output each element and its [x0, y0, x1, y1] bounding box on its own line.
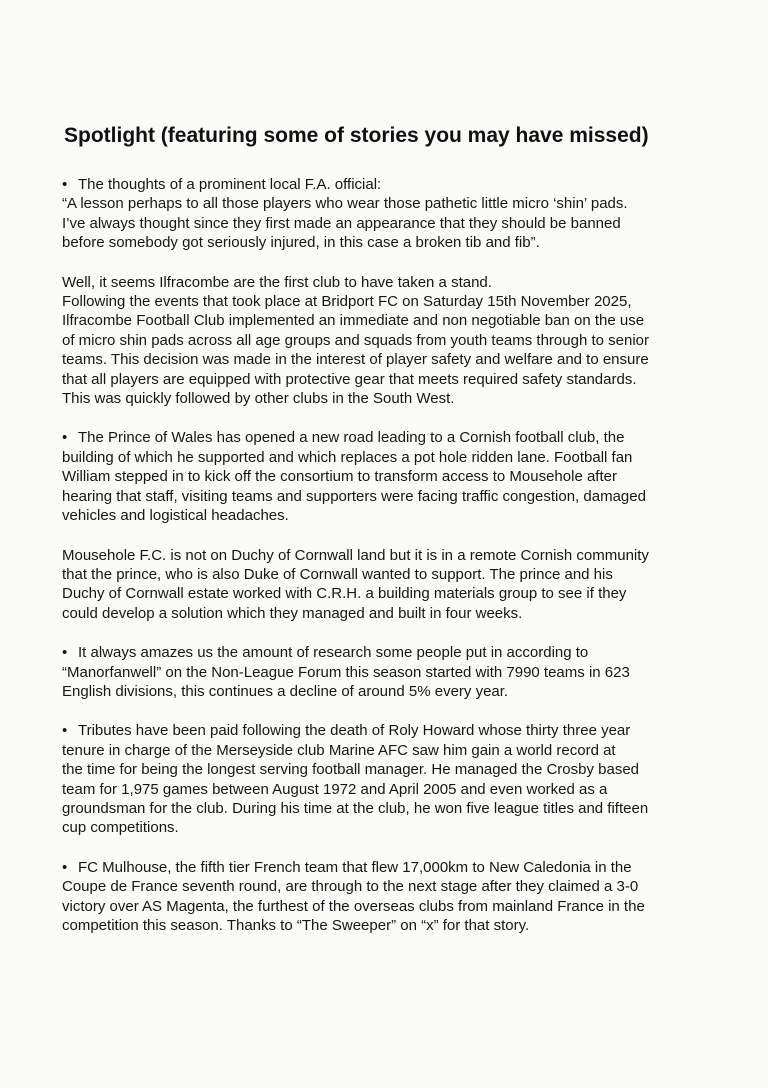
text-line: Ilfracombe Football Club implemented an immediate and non negotiable ban on the use — [62, 312, 645, 330]
story-mousehole — [62, 546, 722, 624]
text-line: • Tributes have been paid following the death of Roly Howard whose thirty three year — [62, 722, 631, 740]
bullet-icon: • — [62, 429, 68, 447]
text-line: Mousehole F.C. is not on Duchy of Cornwall land but it is in a remote Cornish community — [62, 546, 649, 564]
story-fc-mulhouse — [62, 858, 722, 936]
page-title: Spotlight (featuring some of stories you may have missed) — [64, 124, 649, 147]
story-ilfracombe — [62, 273, 722, 409]
text-line: before somebody got seriously injured, in this case a broken tib and fib”. — [62, 234, 540, 252]
bullet-icon: • — [62, 858, 68, 876]
text-line: vehicles and logistical headaches. — [62, 507, 289, 525]
text-line: • It always amazes us the amount of research some people put in according to — [62, 644, 589, 662]
document-page — [62, 122, 722, 955]
story-fa-official — [62, 175, 722, 253]
text-line: • The thoughts of a prominent local F.A. official: — [62, 176, 382, 193]
text-line: victory over AS Magenta, the furthest of the overseas clubs from mainland France in the — [62, 897, 645, 915]
text-line: • The Prince of Wales has opened a new road leading to a Cornish football club, the — [62, 429, 625, 447]
text-line: teams. This decision was made in the interest of player safety and welfare and to ensure — [62, 351, 649, 369]
text-line: This was quickly followed by other clubs in the South West. — [62, 390, 455, 408]
story-roly-howard — [62, 721, 722, 837]
text-line: William stepped in to kick off the consortium to transform access to Mousehole after — [62, 468, 617, 486]
text-line: I’ve always thought since they first made an appearance that they should be banned — [62, 214, 621, 232]
text-line: that all players are equipped with protective gear that meets required safety standards. — [62, 370, 637, 388]
text-line: Coupe de France seventh round, are through to the next stage after they claimed a 3-0 — [62, 878, 639, 896]
text-line: Well, it seems Ilfracombe are the first club to have taken a stand. — [62, 273, 492, 291]
text-line: “A lesson perhaps to all those players who wear those pathetic little micro ‘shin’ pads. — [62, 195, 628, 213]
text-line: of micro shin pads across all age groups and squads from youth teams through to senior — [62, 331, 649, 349]
story-manorfanwell — [62, 643, 722, 701]
text-line: cup competitions. — [62, 819, 179, 837]
text-line: hearing that staff, visiting teams and supporters were facing traffic congestion, damaged — [62, 487, 646, 505]
text-line: Duchy of Cornwall estate worked with C.R.H. a building materials group to see if they — [62, 585, 627, 603]
text-line: building of which he supported and which replaces a pot hole ridden lane. Football fan — [62, 448, 633, 466]
text-line: groundsman for the club. During his time at the club, he won five league titles and fifteen — [62, 799, 649, 817]
text-line: • FC Mulhouse, the fifth tier French team that flew 17,000km to New Caledonia in the — [62, 858, 632, 876]
text-line: the time for being the longest serving football manager. He managed the Crosby based — [62, 761, 640, 779]
text-line: Following the events that took place at Bridport FC on Saturday 15th November 2025, — [62, 293, 632, 311]
bullet-icon: • — [62, 644, 68, 662]
text-line: could develop a solution which they managed and built in four weeks. — [62, 604, 523, 622]
text-line: English divisions, this continues a decline of around 5% every year. — [62, 682, 509, 700]
text-line: tenure in charge of the Merseyside club Marine AFC saw him gain a world record at — [62, 741, 616, 759]
text-line: that the prince, who is also Duke of Cornwall wanted to support. The prince and his — [62, 565, 613, 583]
bullet-icon: • — [62, 722, 68, 740]
text-line: “Manorfanwell” on the Non-League Forum this season started with 7990 teams in 623 — [62, 663, 630, 681]
story-prince-of-wales-road — [62, 428, 722, 525]
bullet-icon: • — [62, 176, 68, 193]
text-line: team for 1,975 games between August 1972 and April 2005 and even worked as a — [62, 780, 608, 798]
text-line: competition this season. Thanks to “The Sweeper” on “x” for that story. — [62, 917, 530, 934]
